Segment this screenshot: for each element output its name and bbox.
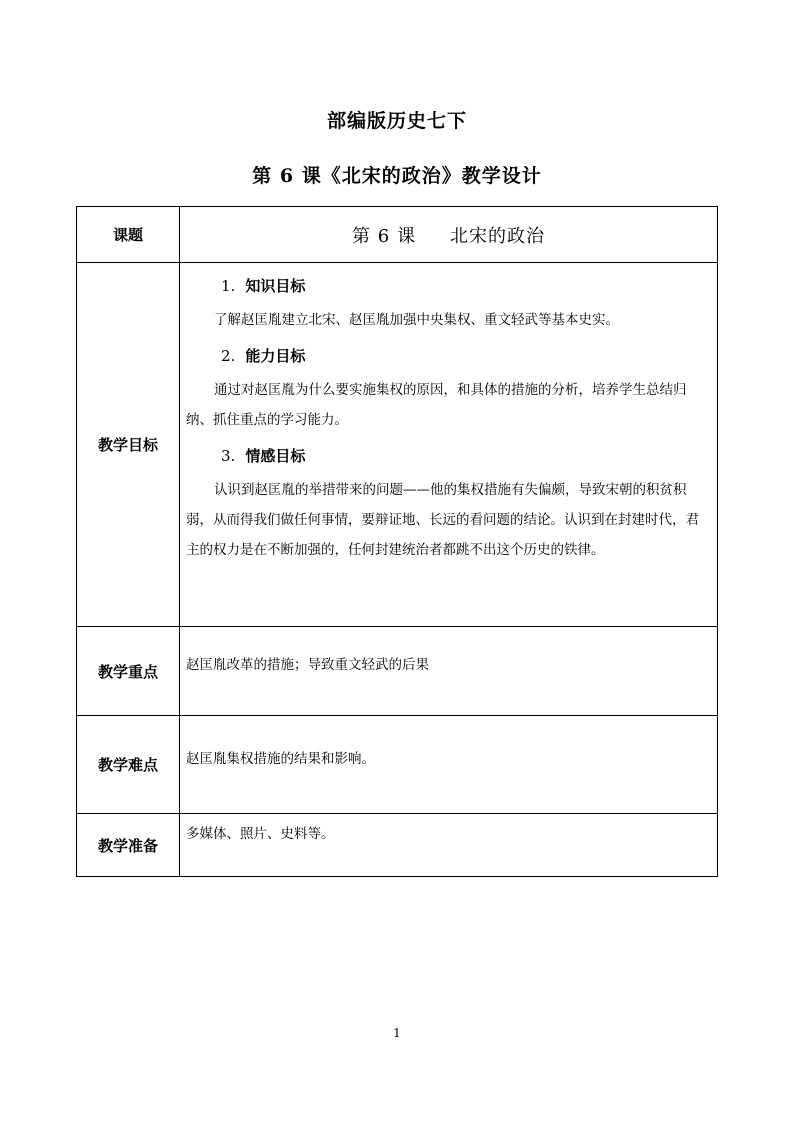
topic-label: 课题 [77,207,180,263]
goal-number: 1. [221,277,236,295]
table-row-preparation [77,814,718,877]
topic-cell [180,207,718,263]
goal-text-knowledge: 了解赵匡胤建立北宋、赵匡胤加强中央集权、重文轻武等基本史实。 [214,312,619,328]
document-subtitle: 第 6 课《北宋的政治》教学设计 [252,165,542,187]
preparation-label: 教学准备 [77,814,180,877]
goal-heading-knowledge [186,271,711,301]
difficulties-label: 教学难点 [77,716,180,814]
goal-text-ability: 通过对赵匡胤为什么要实施集权的原因，和具体的措施的分析，培养学生总结归纳、抓住重点的学习能力。 [186,382,687,428]
difficulties-cell [180,716,718,814]
table-row-topic [77,207,718,263]
goal-heading-ability [186,341,711,371]
topic-title [180,222,717,248]
goal-heading-text: 情感目标 [245,447,306,465]
key-points-label: 教学重点 [77,627,180,716]
goal-number: 3. [221,447,236,465]
page-number: 1 [393,1026,401,1040]
preparation-text: 多媒体、照片、史料等。 [186,826,335,842]
document-title: 部编版历史七下 [326,110,467,132]
goal-heading-text: 能力目标 [245,347,306,365]
goal-heading-emotion [186,441,711,471]
table-row-difficulties [77,716,718,814]
goal-number: 2. [221,347,236,365]
table-row-key-points [77,627,718,716]
lesson-name: 北宋的政治 [449,225,545,247]
goal-heading-text: 知识目标 [245,277,306,295]
goal-text-emotion: 认识到赵匡胤的举措带来的问题——他的集权措施有失偏颇，导致宋朝的积贫积弱，从而得我们做任何事情，要辩证地、长远的看问题的结论。认识到在封建时代，君主的权力是在不断加强的，任何封建统治者都跳不出这个历史的铁律。 [186,482,699,558]
preparation-cell [180,814,718,877]
lesson-plan-table [76,206,718,877]
difficulties-text: 赵匡胤集权措施的结果和影响。 [186,750,375,767]
key-points-text: 赵匡胤改革的措施；导致重文轻武的后果 [186,657,429,673]
lesson-number: 第 6 课 [352,225,416,247]
goals-label: 教学目标 [77,263,180,627]
goals-cell [180,263,718,627]
table-row-goals [77,263,718,627]
key-points-cell [180,627,718,716]
